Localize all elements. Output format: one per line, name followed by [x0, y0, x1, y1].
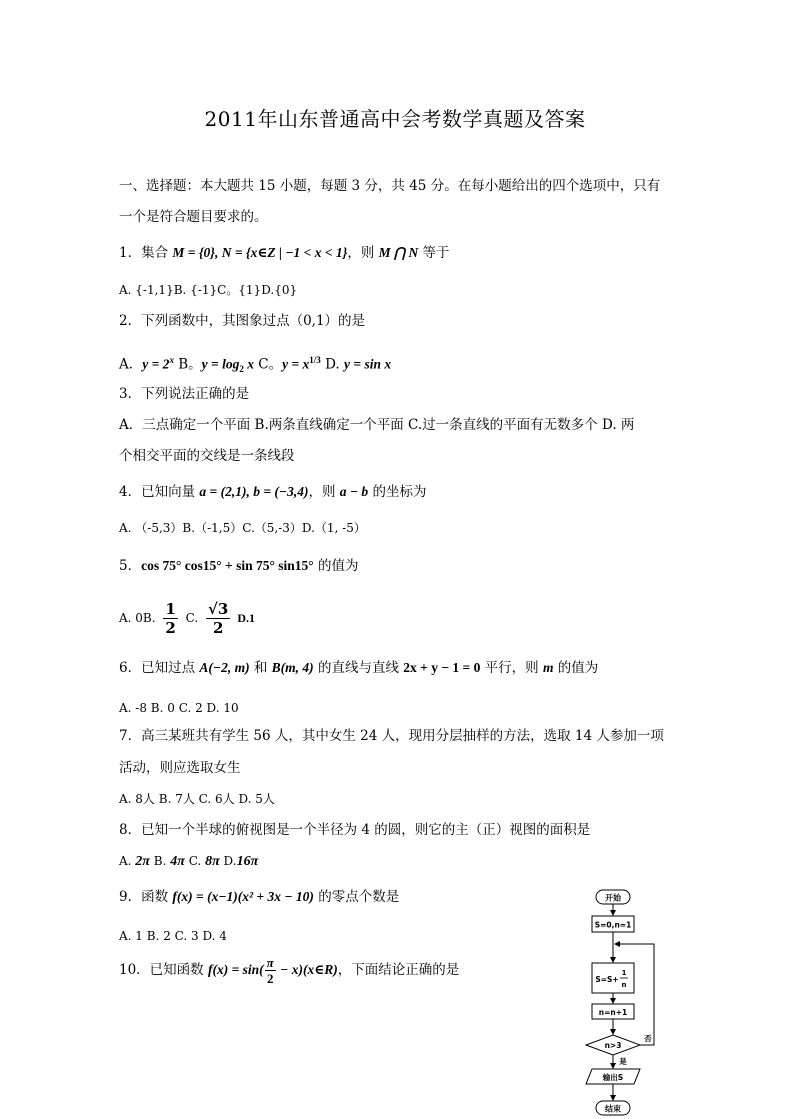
- q9-math: f(x) = (x−1)(x² + 3x − 10): [172, 889, 314, 904]
- question-3-options-line1: A．三点确定一个平面 B.两条直线确定一个平面 C.过一条直线的平面有无数多个 D. 两: [119, 417, 635, 433]
- section-heading-line2: 一个是符合题目要求的。: [119, 209, 268, 225]
- q10-math-post: − x)(x∈R): [276, 962, 338, 977]
- q5-c-num: √3: [208, 600, 229, 618]
- question-2: 2．下列函数中，其图象过点（0,1）的是: [119, 313, 366, 329]
- q4-pre: 4．已知向量: [119, 484, 200, 500]
- q6-var: m: [542, 660, 554, 675]
- q2-b-math: y = log: [201, 356, 240, 372]
- q10-frac-num: π: [266, 955, 274, 970]
- q2-c-math: y = x: [282, 356, 310, 372]
- question-9-options: A. 1 B. 2 C. 3 D. 4: [119, 929, 227, 943]
- q8-b-value: 4π: [170, 854, 185, 869]
- section-heading-line1: 一、选择题：本大题共 15 小题，每题 3 分，共 45 分。在每小题给出的四个选项中，只有: [119, 178, 661, 194]
- q6-point-a: A(−2, m): [199, 660, 250, 675]
- q10-post: ，下面结论正确的是: [337, 962, 460, 978]
- flow-yes-label: 是: [619, 1057, 627, 1066]
- q4-math: a = (2,1), b = (−3,4): [199, 484, 309, 499]
- question-3-options-line2: 个相交平面的交线是一条线段: [119, 448, 295, 464]
- q5-pre: 5．: [119, 558, 142, 574]
- q6-and: 和: [249, 660, 272, 676]
- flowchart: [578, 888, 668, 1118]
- question-4: [119, 482, 426, 502]
- q5-b-fraction: [163, 600, 177, 637]
- question-1: [119, 243, 450, 263]
- q8-c-label: C.: [184, 854, 206, 868]
- q8-a-label: A.: [119, 854, 136, 868]
- question-7-line2: 活动，则应选取女生: [119, 760, 241, 776]
- flow-update-den: n: [621, 981, 627, 989]
- q10-pre: 10．已知函数: [119, 962, 208, 978]
- q8-b-label: B.: [149, 854, 171, 868]
- question-7-options: A. 8人 B. 7人 C. 6人 D. 5人: [119, 792, 275, 806]
- q2-c-label: C。: [253, 356, 283, 373]
- question-3: 3．下列说法正确的是: [119, 386, 250, 402]
- q6-mid2: 平行，则: [480, 660, 543, 676]
- q2-b-tail: x: [243, 356, 254, 372]
- question-10: [119, 952, 459, 988]
- q6-point-b: B(m, 4): [271, 660, 314, 675]
- q5-math: cos 75° cos15° + sin 75° sin15°: [141, 558, 314, 573]
- q8-a-value: 2π: [135, 854, 150, 869]
- q10-fraction: [265, 955, 276, 986]
- flow-loop-arrow: [615, 944, 654, 1045]
- q5-b-den: 2: [165, 619, 176, 637]
- q8-d-value: 16π: [236, 854, 259, 869]
- q5-d: D.1: [234, 611, 255, 625]
- q8-d-label: D.: [219, 854, 237, 868]
- flow-condition-label: n>3: [604, 1041, 622, 1050]
- flow-update-num: 1: [621, 969, 627, 977]
- flow-update-label: S=S+: [595, 975, 619, 984]
- flow-output-label: 输出S: [602, 1073, 624, 1082]
- q6-post: 的值为: [553, 660, 599, 676]
- question-5-options: [119, 596, 255, 640]
- flow-init-label: S=0,n=1: [594, 920, 632, 930]
- question-4-options: A. （-5,3）B.（-1,5）C.（5,-3）D.（1, -5）: [119, 521, 366, 535]
- flow-start-label: 开始: [605, 893, 621, 903]
- question-2-options: [119, 350, 391, 379]
- q9-pre: 9．函数: [119, 889, 173, 905]
- q1-post: 等于: [418, 245, 450, 261]
- flow-end-label: 结束: [605, 1104, 621, 1114]
- q10-frac-den: 2: [266, 971, 274, 986]
- q4-post-pre: ，则: [308, 484, 340, 500]
- q2-a-math: y = 2: [142, 356, 170, 372]
- q4-math2: a − b: [339, 484, 369, 499]
- question-7-line1: 7．高三某班共有学生 56 人，其中女生 24 人，现用分层抽样的方法，选取 14 人参加一项: [119, 728, 664, 744]
- q9-post: 的零点个数是: [313, 889, 400, 905]
- q1-math2: M ⋂ N: [378, 245, 419, 260]
- question-6-options: A. -8 B. 0 C. 2 D. 10: [119, 701, 239, 715]
- question-6: [119, 658, 598, 678]
- q1-mid: ，则: [347, 245, 379, 261]
- q5-c-label: C.: [181, 611, 203, 625]
- q5-a: A. 0B.: [119, 611, 160, 625]
- q5-c-den: 2: [212, 619, 224, 637]
- page-title: 2011年山东普通高中会考数学真题及答案: [204, 107, 586, 131]
- question-5: [119, 556, 358, 576]
- q2-b-label: B。: [173, 356, 202, 373]
- flow-incr-label: n=n+1: [598, 1008, 628, 1017]
- question-8-options: [119, 851, 258, 872]
- flow-no-label: 否: [644, 1034, 652, 1043]
- question-9: [119, 887, 399, 907]
- q2-b-sub: 2: [239, 364, 244, 375]
- q8-c-value: 8π: [205, 854, 220, 869]
- q5-b-num: 1: [165, 600, 176, 618]
- q5-post: 的值为: [313, 558, 359, 574]
- q10-math-pre: f(x) = sin(: [207, 962, 264, 977]
- question-8: 8．已知一个半球的俯视图是一个半径为 4 的圆，则它的主（正）视图的面积是: [119, 822, 591, 838]
- q6-line: 2x + y − 1 = 0: [403, 660, 481, 675]
- q2-a-label: A．: [119, 356, 143, 373]
- q2-d-math: y = sin x: [344, 356, 392, 372]
- q5-c-fraction: [206, 600, 230, 637]
- q2-d-label: D.: [320, 356, 345, 373]
- q1-math: M = {0}, N = {x∈Z | −1 < x < 1}: [172, 245, 348, 260]
- q2-a-sup: x: [169, 355, 174, 365]
- q6-pre: 6．已知过点: [119, 660, 200, 676]
- q1-pre: 1．集合: [119, 245, 173, 261]
- question-1-options: A. {-1,1}B. {-1}C。{1}D.{0}: [119, 283, 298, 297]
- q2-c-sup: 1/3: [309, 355, 321, 365]
- q6-mid: 的直线与直线: [313, 660, 404, 676]
- q4-post: 的坐标为: [368, 484, 427, 500]
